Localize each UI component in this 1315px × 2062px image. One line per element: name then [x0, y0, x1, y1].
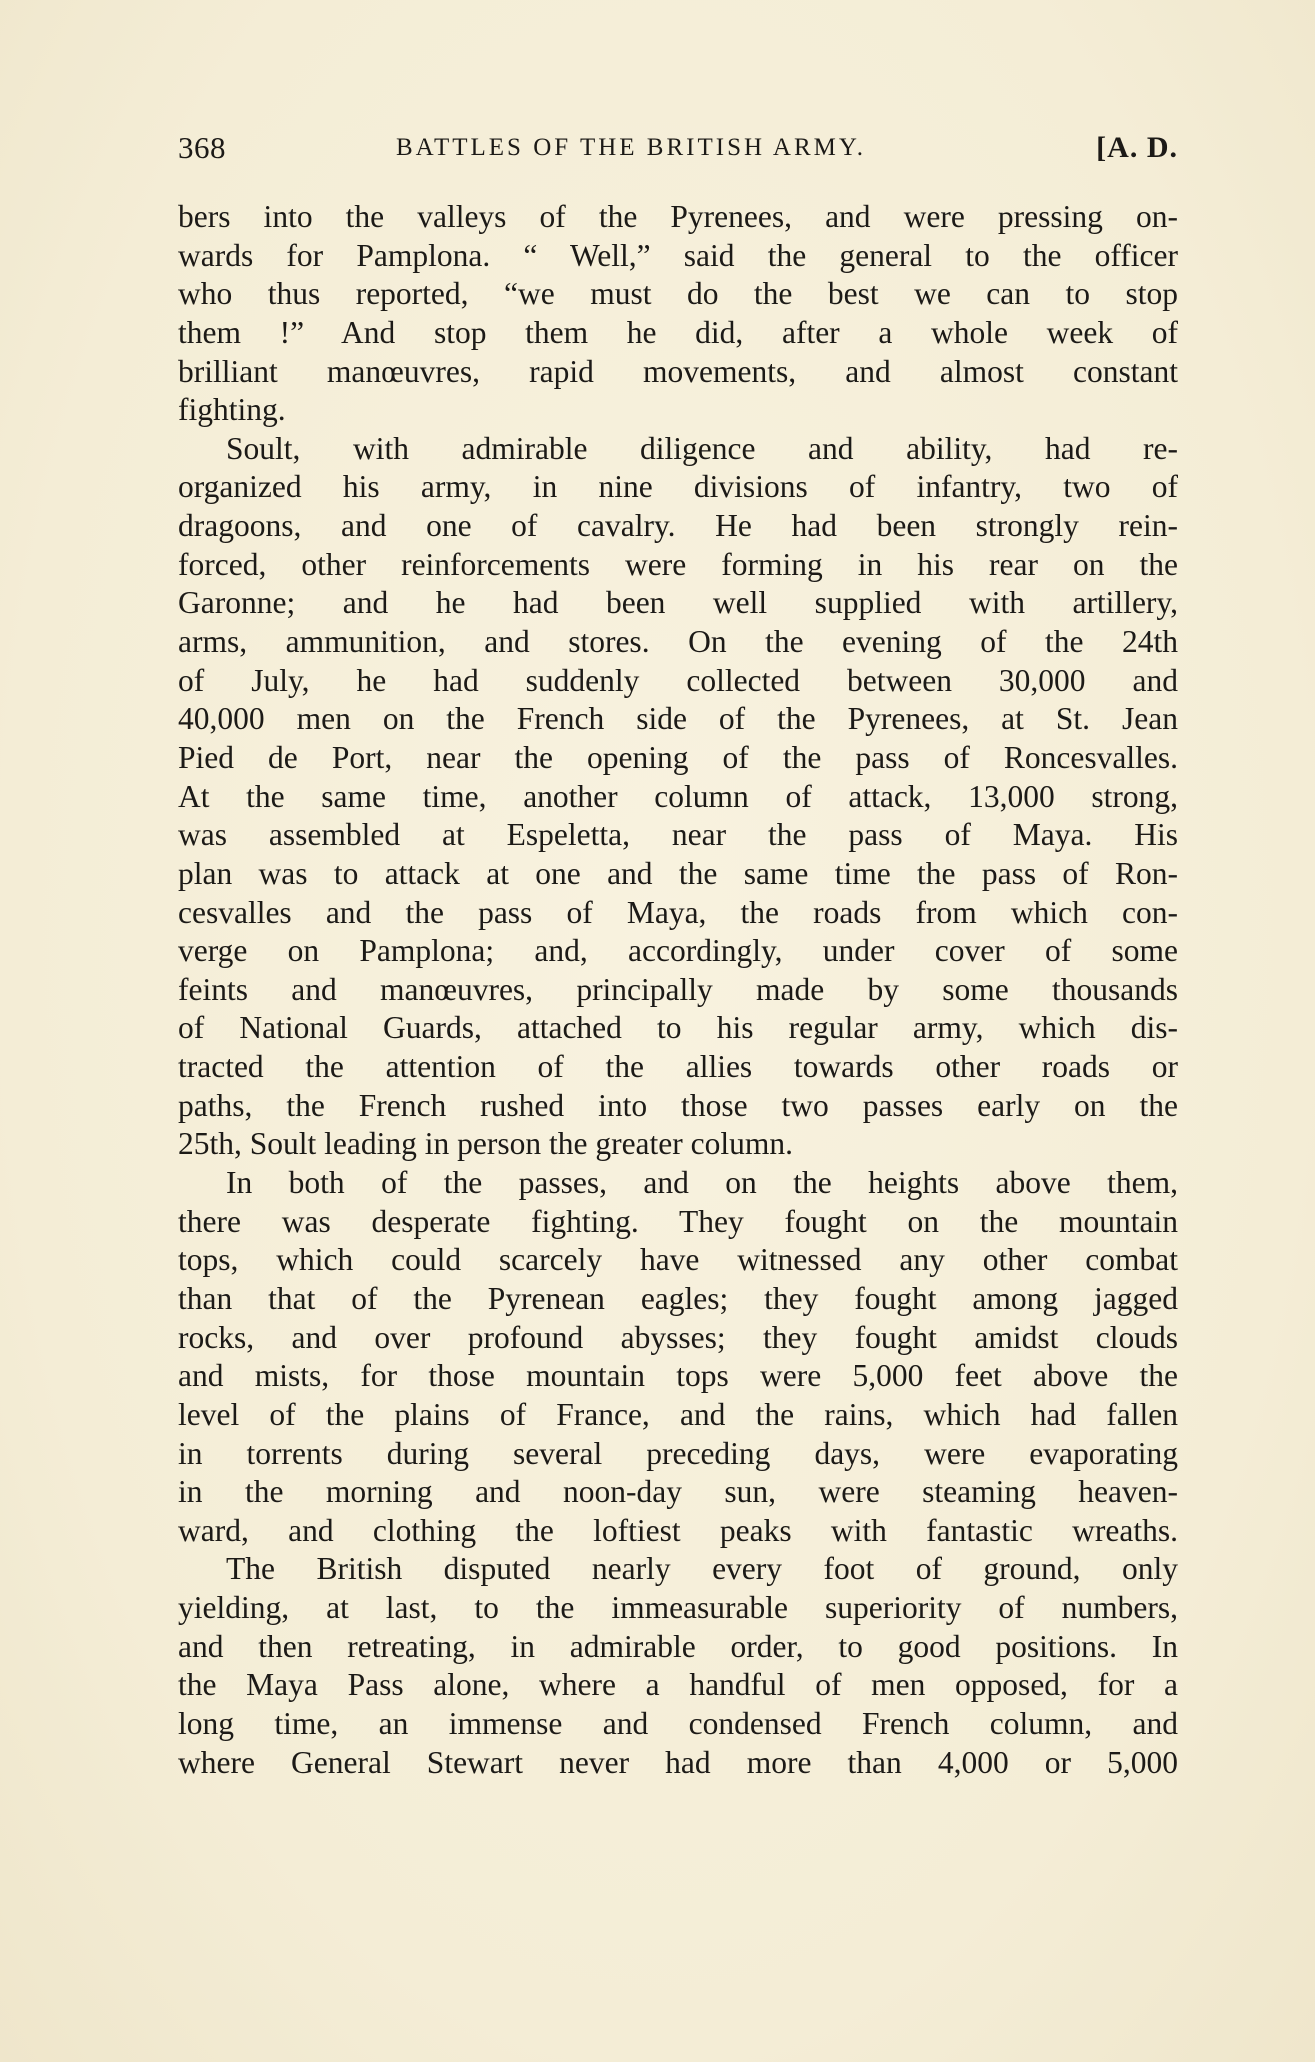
- text-line: 25th, Soult leading in person the greater column.: [178, 1126, 793, 1162]
- text-line: yielding, at last, to the immeasurable superiority of numbers,: [178, 1590, 1178, 1626]
- text-line: dragoons, and one of cavalry. He had been strongly rein-: [178, 508, 1178, 544]
- text-line: long time, an immense and condensed French column, and: [178, 1705, 1178, 1741]
- text-line: feints and manœuvres, principally made by some thousands: [178, 971, 1178, 1007]
- text-line: them !” And stop them he did, after a whole week of: [178, 314, 1178, 350]
- text-line: organized his army, in nine divisions of infantry, two of: [178, 469, 1178, 505]
- page-header: [178, 128, 1178, 168]
- text-line: where General Stewart never had more than 4,000 or 5,000: [178, 1744, 1178, 1780]
- text-line: level of the plains of France, and the rains, which had fallen: [178, 1396, 1178, 1432]
- text-line: tops, which could scarcely have witnessed any other combat: [178, 1242, 1178, 1278]
- text-line: there was desperate fighting. They fought on the mountain: [178, 1203, 1178, 1239]
- text-line: plan was to attack at one and the same time the pass of Ron-: [178, 855, 1178, 891]
- text-line: and mists, for those mountain tops were 5,000 feet above the: [178, 1358, 1178, 1394]
- text-line: rocks, and over profound abysses; they fought amidst clouds: [178, 1319, 1178, 1355]
- text-line: The British disputed nearly every foot of ground, only: [226, 1551, 1178, 1587]
- text-line: bers into the valleys of the Pyrenees, and were pressing on-: [178, 199, 1178, 234]
- running-tag: [A. D.: [1096, 131, 1178, 164]
- text-line: Garonne; and he had been well supplied with artillery,: [178, 585, 1178, 621]
- text-line: the Maya Pass alone, where a handful of men opposed, for a: [178, 1667, 1178, 1703]
- text-line: in the morning and noon-day sun, were steaming heaven-: [178, 1474, 1178, 1510]
- text-line: and then retreating, in admirable order, to good positions. In: [178, 1628, 1178, 1664]
- text-line: fighting.: [178, 392, 286, 428]
- body-text: [178, 198, 1178, 1782]
- text-line: In both of the passes, and on the heights above them,: [226, 1165, 1178, 1201]
- text-line: 40,000 men on the French side of the Pyrenees, at St. Jean: [178, 701, 1178, 737]
- text-line: wards for Pamplona. “ Well,” said the general to the officer: [178, 237, 1178, 273]
- text-line: was assembled at Espeletta, near the pass of Maya. His: [178, 817, 1178, 853]
- text-line: of July, he had suddenly collected between 30,000 and: [178, 662, 1178, 698]
- text-line: arms, ammunition, and stores. On the evening of the 24th: [178, 624, 1178, 660]
- text-line: Soult, with admirable diligence and ability, had re-: [226, 430, 1178, 466]
- text-line: brilliant manœuvres, rapid movements, and almost constant: [178, 353, 1178, 389]
- text-line: tracted the attention of the allies towards other roads or: [178, 1049, 1178, 1085]
- running-head: BATTLES OF THE BRITISH ARMY.: [396, 134, 866, 161]
- text-line: of National Guards, attached to his regular army, which dis-: [178, 1010, 1178, 1046]
- text-line: than that of the Pyrenean eagles; they fought among jagged: [178, 1280, 1178, 1316]
- page-number: 368: [178, 130, 226, 165]
- text-line: in torrents during several preceding days, were evaporating: [178, 1435, 1178, 1471]
- text-line: forced, other reinforcements were forming in his rear on the: [178, 546, 1178, 582]
- text-line: ward, and clothing the loftiest peaks with fantastic wreaths.: [178, 1512, 1178, 1548]
- text-line: cesvalles and the pass of Maya, the roads from which con-: [178, 894, 1178, 930]
- text-line: who thus reported, “we must do the best we can to stop: [178, 276, 1178, 312]
- text-line: verge on Pamplona; and, accordingly, under cover of some: [178, 933, 1178, 969]
- text-line: paths, the French rushed into those two passes early on the: [178, 1087, 1178, 1123]
- text-line: Pied de Port, near the opening of the pass of Roncesvalles.: [178, 739, 1178, 775]
- text-line: At the same time, another column of attack, 13,000 strong,: [178, 778, 1178, 814]
